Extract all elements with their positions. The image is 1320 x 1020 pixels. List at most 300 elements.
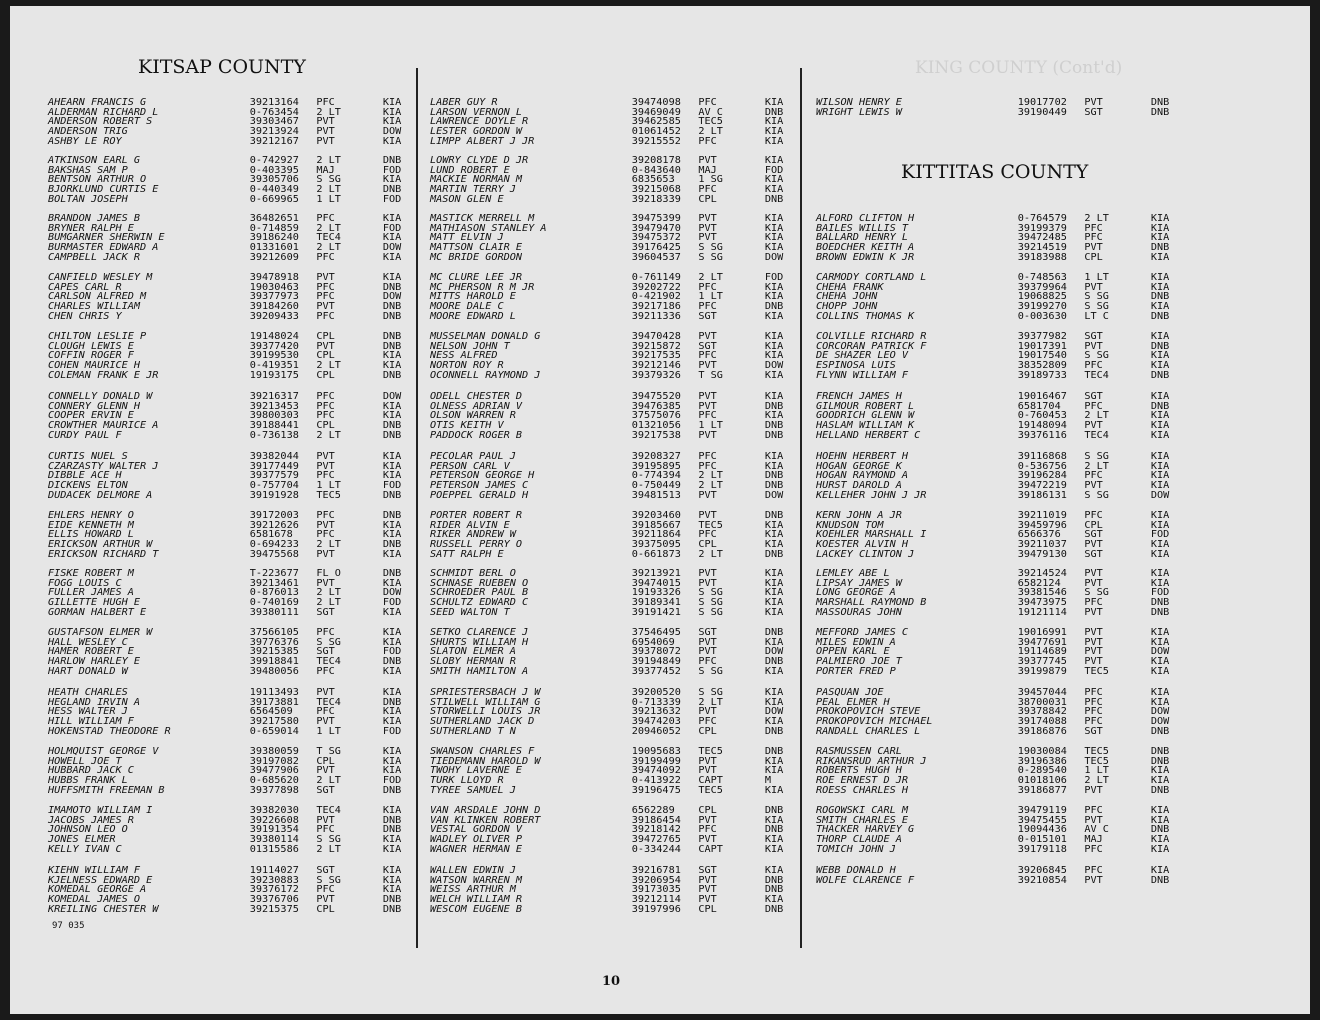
entry-rank: 2 LT [316, 155, 341, 166]
entry-rank: CPL [698, 539, 717, 551]
entry-rank: S SG [698, 242, 723, 254]
entry-status: KIA [764, 636, 784, 648]
entry-serial-number: 39380114 [249, 834, 299, 846]
entry-serial-number: 01315586 [249, 843, 299, 855]
roster-entry [430, 371, 804, 381]
roster-entry [430, 195, 804, 205]
entry-name: HUFFSMITH FREEMAN B [48, 784, 165, 796]
entry-rank: PVT [698, 577, 717, 589]
entry-rank: SGT [1084, 331, 1103, 342]
entry-group [430, 866, 790, 914]
entry-rank: PVT [1084, 606, 1103, 618]
column-divider [800, 68, 802, 948]
entry-status: KIA [1150, 251, 1170, 263]
entry-serial-number: 19094436 [1017, 824, 1067, 836]
entry-serial-number: 39213164 [249, 97, 299, 108]
entry-name: BOLTAN JOSEPH [48, 193, 128, 205]
entry-rank: TEC5 [698, 116, 723, 128]
entry-name: NELSON JOHN T [430, 340, 510, 352]
entry-rank: 2 LT [1084, 410, 1109, 422]
entry-status: KIA [764, 519, 784, 531]
roster-entry [430, 312, 804, 322]
entry-rank: S SG [316, 174, 341, 186]
entry-serial-number: 39480056 [249, 665, 299, 677]
entry-group [430, 98, 790, 146]
entry-rank: PFC [316, 281, 335, 293]
entry-serial-number: 37575076 [631, 410, 681, 422]
entry-status: DNB [1150, 597, 1170, 609]
entry-rank: PFC [698, 460, 717, 472]
roster-entry [816, 550, 1190, 560]
entry-status: DOW [382, 291, 402, 303]
entry-name: HOEHN HERBERT H [816, 451, 909, 462]
entry-group [48, 156, 408, 204]
entry-group [816, 511, 1176, 559]
entry-status: KIA [1150, 687, 1170, 698]
entry-status: KIA [764, 460, 784, 472]
entry-name: OTIS KEITH V [430, 420, 504, 432]
entry-name: MITTS HAROLD E [430, 291, 516, 303]
entry-serial-number: 01018106 [1017, 775, 1067, 787]
entry-name: PETERSON GEORGE H [430, 470, 535, 482]
entry-name: SMITH CHARLES E [816, 814, 909, 826]
entry-status: DNB [1150, 400, 1170, 412]
entry-rank: S SG [1084, 587, 1109, 599]
entry-name: TYREE SAMUEL J [430, 784, 516, 796]
entry-group [816, 98, 1176, 117]
entry-serial-number: 39211019 [1017, 510, 1067, 521]
entry-serial-number: 39379326 [631, 369, 681, 381]
entry-rank: CPL [698, 193, 717, 205]
entry-rank: SGT [698, 310, 717, 322]
entry-serial-number: 6835653 [631, 174, 675, 186]
entry-name: BOEDCHER KEITH A [816, 242, 915, 254]
entry-name: MC BRIDE GORDON [430, 251, 523, 263]
entry-name: HOLMQUIST GEORGE V [48, 746, 159, 757]
roster-entry [816, 727, 1190, 737]
entry-rank: PVT [1084, 340, 1103, 352]
entry-serial-number: 39382030 [249, 805, 299, 816]
entry-status: KIA [1150, 301, 1170, 313]
entry-serial-number: 0-736138 [249, 429, 299, 441]
entry-rank: PVT [316, 519, 335, 531]
entry-serial-number: 0-669965 [249, 193, 299, 205]
entry-serial-number: 39474015 [631, 577, 681, 589]
entry-rank: 2 LT [316, 242, 341, 254]
entry-status: KIA [1150, 865, 1170, 876]
entry-status: DNB [1150, 340, 1170, 352]
entry-status: DNB [1150, 106, 1170, 118]
entry-serial-number: 0-661873 [631, 548, 681, 560]
entry-group [816, 392, 1176, 440]
entry-name: GORMAN HALBERT E [48, 606, 147, 618]
entry-group [430, 569, 790, 617]
roster-entry [430, 253, 804, 263]
roster-entry [48, 667, 422, 677]
entry-status: KIA [764, 232, 784, 244]
entry-rank: PVT [698, 568, 717, 579]
entry-name: PORTER FRED P [816, 665, 896, 677]
entry-rank: PFC [1084, 706, 1103, 718]
entry-status: DNB [1150, 310, 1170, 322]
entry-group [816, 628, 1176, 676]
entry-rank: SGT [698, 627, 717, 638]
entry-serial-number: 39116868 [1017, 451, 1067, 462]
entry-serial-number: 39211037 [1017, 539, 1067, 551]
entry-name: RIKANSRUD ARTHUR J [816, 755, 927, 767]
entry-rank: PVT [316, 135, 335, 147]
entry-rank: 1 SG [698, 174, 723, 186]
entry-name: HALL WESLEY C [48, 636, 128, 648]
entry-rank: PVT [1084, 420, 1103, 432]
entry-serial-number: 0-760453 [1017, 410, 1067, 422]
entry-serial-number: 39217538 [631, 429, 681, 441]
entry-status: KIA [382, 765, 402, 777]
entry-serial-number: 39377973 [249, 291, 299, 303]
entry-serial-number: 0-334244 [631, 843, 681, 855]
entry-status: KIA [764, 834, 784, 846]
entry-name: HOWELL JOE T [48, 755, 122, 767]
entry-serial-number: 39213921 [631, 568, 681, 579]
entry-rank: S SG [698, 606, 723, 618]
entry-name: SETKO CLARENCE J [430, 627, 529, 638]
entry-name: LONG GEORGE A [816, 587, 896, 599]
entry-serial-number: 0-763454 [249, 106, 299, 118]
entry-rank: PFC [1084, 222, 1103, 234]
entry-rank: PVT [1084, 814, 1103, 826]
entry-serial-number: 39377745 [1017, 656, 1067, 668]
entry-status: DNB [764, 746, 784, 757]
entry-group [430, 747, 790, 795]
entry-status: KIA [1150, 636, 1170, 648]
entry-serial-number: 0-403395 [249, 164, 299, 176]
entry-name: THORP CLAUDE A [816, 834, 902, 846]
entry-status: KIA [764, 291, 784, 303]
entry-rank: 1 LT [316, 480, 341, 492]
entry-serial-number: 39215375 [249, 903, 299, 915]
entry-status: DNB [382, 903, 402, 915]
entry-status: KIA [764, 174, 784, 186]
entry-rank: PFC [1084, 843, 1103, 855]
entry-name: HOGAN RAYMOND A [816, 470, 909, 482]
entry-rank: PVT [698, 884, 717, 896]
entry-status: KIA [764, 755, 784, 767]
entry-name: JOHNSON LEO O [48, 824, 128, 836]
entry-name: CROWTHER MAURICE A [48, 420, 159, 432]
entry-status: DNB [764, 429, 784, 441]
entry-group [48, 569, 408, 617]
entry-status: FOD [1150, 529, 1170, 541]
entry-name: BENTSON ARTHUR O [48, 174, 147, 186]
entry-name: CLOUGH LEWIS E [48, 340, 134, 352]
entry-serial-number: 19017702 [1017, 97, 1067, 108]
entry-name: WADLEY OLIVER P [430, 834, 523, 846]
entry-serial-number: 39462585 [631, 116, 681, 128]
entry-rank: PFC [698, 281, 717, 293]
entry-status: KIA [1150, 213, 1170, 224]
entry-serial-number: 6954069 [631, 636, 675, 648]
entry-rank: PFC [316, 470, 335, 482]
entry-rank: PVT [316, 687, 335, 698]
entry-status: KIA [764, 696, 784, 708]
entry-group [48, 866, 408, 914]
entry-group [48, 511, 408, 559]
entry-status: DNB [764, 656, 784, 668]
entry-rank: TEC5 [316, 489, 341, 501]
entry-name: ROBERTS HUGH H [816, 765, 902, 777]
entry-status: KIA [1150, 410, 1170, 422]
entry-serial-number: 0-713339 [631, 696, 681, 708]
entry-name: WAGNER HERMAN E [430, 843, 523, 855]
roster-entry [816, 845, 1190, 855]
entry-rank: PVT [698, 360, 717, 372]
entry-name: MATT ELVIN J [430, 232, 504, 244]
entry-serial-number: 39203460 [631, 510, 681, 521]
entry-status: KIA [382, 548, 402, 560]
entry-serial-number: 39216781 [631, 865, 681, 876]
entry-name: WATSON WARREN M [430, 874, 523, 886]
entry-name: MOORE DALE C [430, 301, 504, 313]
entry-name: LEMLEY ABE L [816, 568, 890, 579]
entry-group [48, 214, 408, 262]
entry-serial-number: 19068825 [1017, 291, 1067, 303]
entry-rank: SGT [698, 865, 717, 876]
entry-serial-number: 39475399 [631, 213, 681, 224]
entry-rank: TEC4 [1084, 369, 1109, 381]
entry-name: BRYNER RALPH E [48, 222, 134, 234]
entry-name: FLYNN WILLIAM F [816, 369, 909, 381]
entry-serial-number: 39226608 [249, 814, 299, 826]
entry-serial-number: 0-440349 [249, 184, 299, 196]
entry-rank: CAPT [698, 843, 723, 855]
entry-serial-number: 39200520 [631, 687, 681, 698]
entry-name: GILMOUR ROBERT L [816, 400, 915, 412]
entry-status: FOD [382, 193, 402, 205]
roster-entry [48, 491, 422, 501]
entry-serial-number: 39197996 [631, 903, 681, 915]
entry-name: MATTSON CLAIR E [430, 242, 523, 254]
entry-serial-number: 19017391 [1017, 340, 1067, 352]
entry-serial-number: 0-757704 [249, 480, 299, 492]
entry-name: THACKER HARVEY G [816, 824, 915, 836]
entry-status: KIA [382, 687, 402, 698]
entry-rank: PVT [316, 451, 335, 462]
entry-serial-number: 39212146 [631, 360, 681, 372]
entry-name: CARMODY CORTLAND L [816, 272, 927, 283]
entry-serial-number: 39206845 [1017, 865, 1067, 876]
entry-rank: PVT [698, 213, 717, 224]
entry-status: KIA [764, 242, 784, 254]
entry-rank: CPL [316, 903, 335, 915]
entry-name: ELLIS HOWARD L [48, 529, 134, 541]
entry-rank: PVT [698, 429, 717, 441]
entry-name: TIEDEMANN HAROLD W [430, 755, 541, 767]
entry-status: DNB [764, 903, 784, 915]
entry-serial-number: 39213632 [631, 706, 681, 718]
entry-serial-number: 19030084 [1017, 746, 1067, 757]
entry-name: WALLEN EDWIN J [430, 865, 516, 876]
entry-status: DNB [382, 814, 402, 826]
entry-name: SLOBY HERMAN R [430, 656, 516, 668]
entry-status: KIA [1150, 539, 1170, 551]
entry-serial-number: 39378072 [631, 646, 681, 658]
entry-status: DNB [1150, 369, 1170, 381]
entry-serial-number: 39776376 [249, 636, 299, 648]
entry-name: PETERSON JAMES C [430, 480, 529, 492]
entry-status: DOW [382, 242, 402, 254]
entry-rank: PVT [316, 116, 335, 128]
entry-name: PALMIERO JOE T [816, 656, 902, 668]
entry-status: KIA [382, 213, 402, 224]
entry-group [48, 806, 408, 854]
entry-status: KIA [382, 451, 402, 462]
entry-name: CONNELLY DONALD W [48, 391, 153, 402]
entry-rank: PVT [698, 222, 717, 234]
entry-rank: PVT [1084, 636, 1103, 648]
entry-name: MARSHALL RAYMOND B [816, 597, 927, 609]
footer-code: 97 035 [52, 921, 85, 931]
entry-status: KIA [764, 539, 784, 551]
entry-rank: PFC [698, 529, 717, 541]
entry-rank: PFC [1084, 805, 1103, 816]
entry-serial-number: 6564509 [249, 706, 293, 718]
roster-entry [48, 312, 422, 322]
entry-name: AHEARN FRANCIS G [48, 97, 147, 108]
entry-serial-number: 39173035 [631, 884, 681, 896]
entry-name: RASMUSSEN CARL [816, 746, 902, 757]
roster-entry [816, 253, 1190, 263]
entry-serial-number: 19095683 [631, 746, 681, 757]
entry-status: KIA [382, 706, 402, 718]
entry-status: DNB [382, 656, 402, 668]
entry-rank: PVT [1084, 874, 1103, 886]
entry-rank: S SG [1084, 451, 1109, 462]
entry-serial-number: 39217535 [631, 350, 681, 362]
entry-status: KIA [764, 577, 784, 589]
roster-entry [48, 195, 422, 205]
entry-name: EHLERS HENRY O [48, 510, 134, 521]
entry-rank: SGT [1084, 529, 1103, 541]
entry-rank: 2 LT [698, 126, 723, 138]
entry-name: LUND ROBERT E [430, 164, 510, 176]
document-page [10, 6, 1310, 1014]
entry-status: DNB [764, 510, 784, 521]
entry-serial-number: T-223677 [249, 568, 299, 579]
entry-rank: PFC [1084, 597, 1103, 609]
entry-name: MOORE EDWARD L [430, 310, 516, 322]
entry-rank: PVT [316, 126, 335, 138]
column-divider [416, 68, 418, 948]
entry-status: DNB [1150, 874, 1170, 886]
entry-rank: PVT [698, 765, 717, 777]
entry-serial-number: 39199879 [1017, 665, 1067, 677]
entry-status: KIA [1150, 420, 1170, 432]
entry-serial-number: 39475372 [631, 232, 681, 244]
entry-serial-number: 39800303 [249, 410, 299, 422]
entry-status: KIA [764, 281, 784, 293]
entry-group [48, 392, 408, 440]
entry-serial-number: 39376172 [249, 884, 299, 896]
entry-name: MACKIE NORMAN M [430, 174, 523, 186]
entry-serial-number: 39214524 [1017, 568, 1067, 579]
entry-group [816, 866, 1176, 885]
entry-rank: CPL [316, 755, 335, 767]
entry-rank: 1 LT [316, 193, 341, 205]
entry-serial-number: 39206954 [631, 874, 681, 886]
roster-entry [430, 727, 804, 737]
entry-name: ROGOWSKI CARL M [816, 805, 909, 816]
entry-status: KIA [382, 174, 402, 186]
entry-rank: PFC [316, 627, 335, 638]
entry-rank: PVT [698, 232, 717, 244]
entry-status: KIA [1150, 805, 1170, 816]
entry-status: FOD [382, 480, 402, 492]
entry-name: COHEN MAURICE H [48, 360, 141, 372]
entry-rank: PVT [316, 894, 335, 906]
entry-group [816, 332, 1176, 380]
entry-rank: PVT [698, 391, 717, 402]
entry-status: KIA [764, 606, 784, 618]
entry-status: KIA [382, 606, 402, 618]
entry-name: CHARLES WILLIAM [48, 301, 141, 313]
entry-rank: AV C [1084, 824, 1109, 836]
entry-serial-number: 6581678 [249, 529, 293, 541]
entry-serial-number: 39377579 [249, 470, 299, 482]
entry-serial-number: 0-748563 [1017, 272, 1067, 283]
entry-name: HUBBARD JACK C [48, 765, 134, 777]
entry-serial-number: 39196284 [1017, 470, 1067, 482]
entry-serial-number: 39477691 [1017, 636, 1067, 648]
entry-serial-number: 39472485 [1017, 232, 1067, 244]
roster-entry [430, 431, 804, 441]
roster-entry [48, 431, 422, 441]
entry-name: ERICKSON ARTHUR W [48, 539, 153, 551]
entry-name: DICKENS ELTON [48, 480, 128, 492]
entry-rank: S SG [1084, 291, 1109, 303]
entry-rank: TEC5 [698, 746, 723, 757]
roster-entry [48, 253, 422, 263]
entry-serial-number: 39199499 [631, 755, 681, 767]
entry-serial-number: 39177449 [249, 460, 299, 472]
entry-name: LIPSAY JAMES W [816, 577, 902, 589]
entry-status: DNB [382, 301, 402, 313]
entry-rank: PFC [698, 97, 717, 108]
entry-name: BALLARD HENRY L [816, 232, 909, 244]
entry-rank: PFC [1084, 470, 1103, 482]
entry-status: KIA [382, 627, 402, 638]
entry-status: DNB [382, 310, 402, 322]
entry-serial-number: 19016467 [1017, 391, 1067, 402]
entry-serial-number: 39212167 [249, 135, 299, 147]
entry-status: DNB [1150, 606, 1170, 618]
entry-rank: PFC [1084, 865, 1103, 876]
county-title-kittitas: KITTITAS COUNTY [901, 161, 1089, 183]
entry-name: KOESTER ALVIN H [816, 539, 909, 551]
entry-rank: SGT [1084, 391, 1103, 402]
entry-group [816, 214, 1176, 262]
entry-rank: 2 LT [698, 696, 723, 708]
entry-status: DNB [1150, 824, 1170, 836]
entry-name: CZARZASTY WALTER J [48, 460, 159, 472]
entry-rank: SGT [698, 340, 717, 352]
entry-status: DNB [382, 369, 402, 381]
entry-status: DNB [382, 281, 402, 293]
entry-group [816, 806, 1176, 854]
entry-serial-number: 0-774394 [631, 470, 681, 482]
entry-serial-number: 39213453 [249, 400, 299, 412]
entry-status: DNB [1150, 784, 1170, 796]
roster-entry [816, 608, 1190, 618]
